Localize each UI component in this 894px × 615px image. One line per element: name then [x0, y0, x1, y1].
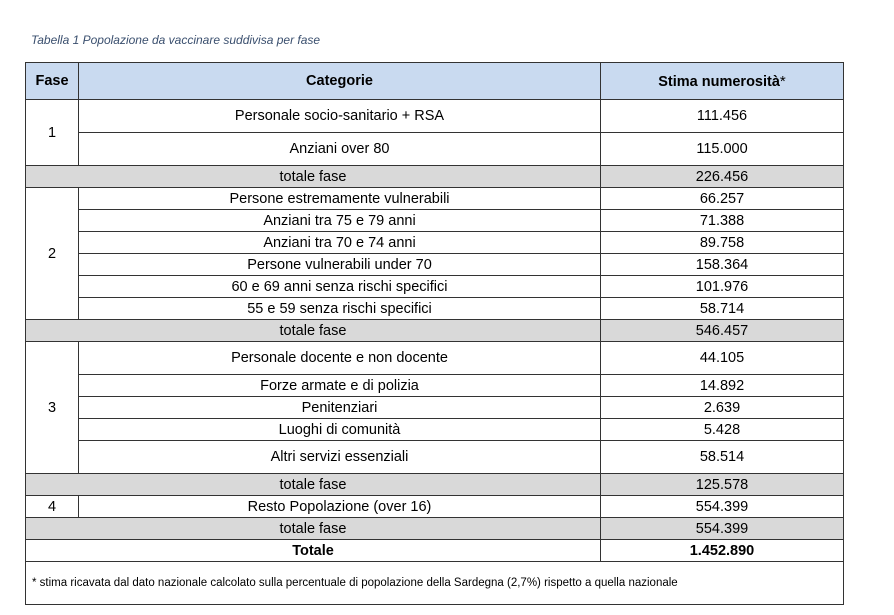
value-cell: 554.399: [601, 496, 844, 518]
table-row: [26, 100, 844, 133]
value-cell: 5.428: [601, 419, 844, 441]
value-cell: 101.976: [601, 276, 844, 298]
table-row: [26, 188, 844, 210]
table-row: [26, 441, 844, 474]
header-stima-mark: *: [779, 72, 786, 90]
value-cell: 158.364: [601, 254, 844, 276]
category-cell: Persone estremamente vulnerabili: [79, 188, 601, 210]
subtotal-value: 546.457: [601, 320, 844, 342]
category-cell: Personale socio-sanitario + RSA: [79, 100, 601, 133]
value-cell: 2.639: [601, 397, 844, 419]
subtotal-row: [26, 474, 844, 496]
header-stima: [601, 63, 844, 100]
subtotal-row: [26, 166, 844, 188]
category-cell: Penitenziari: [79, 397, 601, 419]
value-cell: 58.514: [601, 441, 844, 474]
category-cell: Forze armate e di polizia: [79, 375, 601, 397]
category-cell: Altri servizi essenziali: [79, 441, 601, 474]
table-row: [26, 232, 844, 254]
subtotal-row: [26, 320, 844, 342]
category-cell: Anziani tra 75 e 79 anni: [79, 210, 601, 232]
phase-cell: 4: [26, 496, 79, 518]
total-label: Totale: [26, 540, 601, 562]
category-cell: Resto Popolazione (over 16): [79, 496, 601, 518]
value-cell: 66.257: [601, 188, 844, 210]
subtotal-label: totale fase: [26, 518, 601, 540]
subtotal-value: 226.456: [601, 166, 844, 188]
subtotal-label: totale fase: [26, 474, 601, 496]
phase-cell: 1: [26, 100, 79, 166]
category-cell: Personale docente e non docente: [79, 342, 601, 375]
value-cell: 71.388: [601, 210, 844, 232]
subtotal-value: 554.399: [601, 518, 844, 540]
table-row: [26, 133, 844, 166]
value-cell: 115.000: [601, 133, 844, 166]
value-cell: 44.105: [601, 342, 844, 375]
total-row: [26, 540, 844, 562]
header-fase: Fase: [26, 63, 79, 100]
table-row: [26, 397, 844, 419]
value-cell: 111.456: [601, 100, 844, 133]
header-categorie: Categorie: [79, 63, 601, 100]
table-row: [26, 210, 844, 232]
category-cell: Anziani tra 70 e 74 anni: [79, 232, 601, 254]
value-cell: 58.714: [601, 298, 844, 320]
footnote: * stima ricavata dal dato nazionale calcolato sulla percentuale di popolazione della Sardegna (2,7%) rispetto a quella nazionale: [26, 562, 844, 605]
category-cell: Luoghi di comunità: [79, 419, 601, 441]
value-cell: 89.758: [601, 232, 844, 254]
table-row: [26, 375, 844, 397]
table-caption: Tabella 1 Popolazione da vaccinare suddivisa per fase: [31, 33, 321, 47]
phase-cell: 2: [26, 188, 79, 320]
table-row: [26, 419, 844, 441]
table-row: [26, 496, 844, 518]
vaccination-table: [25, 62, 844, 605]
subtotal-value: 125.578: [601, 474, 844, 496]
category-cell: Anziani over 80: [79, 133, 601, 166]
subtotal-label: totale fase: [26, 320, 601, 342]
table-row: [26, 298, 844, 320]
category-cell: Persone vulnerabili under 70: [79, 254, 601, 276]
total-value: 1.452.890: [601, 540, 844, 562]
phase-cell: 3: [26, 342, 79, 474]
subtotal-row: [26, 518, 844, 540]
table-row: [26, 254, 844, 276]
header-row: [26, 63, 844, 100]
value-cell: 14.892: [601, 375, 844, 397]
header-stima-label: Stima numerosità: [658, 73, 780, 90]
footnote-row: [26, 562, 844, 605]
table-row: [26, 276, 844, 298]
table-row: [26, 342, 844, 375]
category-cell: 60 e 69 anni senza rischi specifici: [79, 276, 601, 298]
subtotal-label: totale fase: [26, 166, 601, 188]
category-cell: 55 e 59 senza rischi specifici: [79, 298, 601, 320]
